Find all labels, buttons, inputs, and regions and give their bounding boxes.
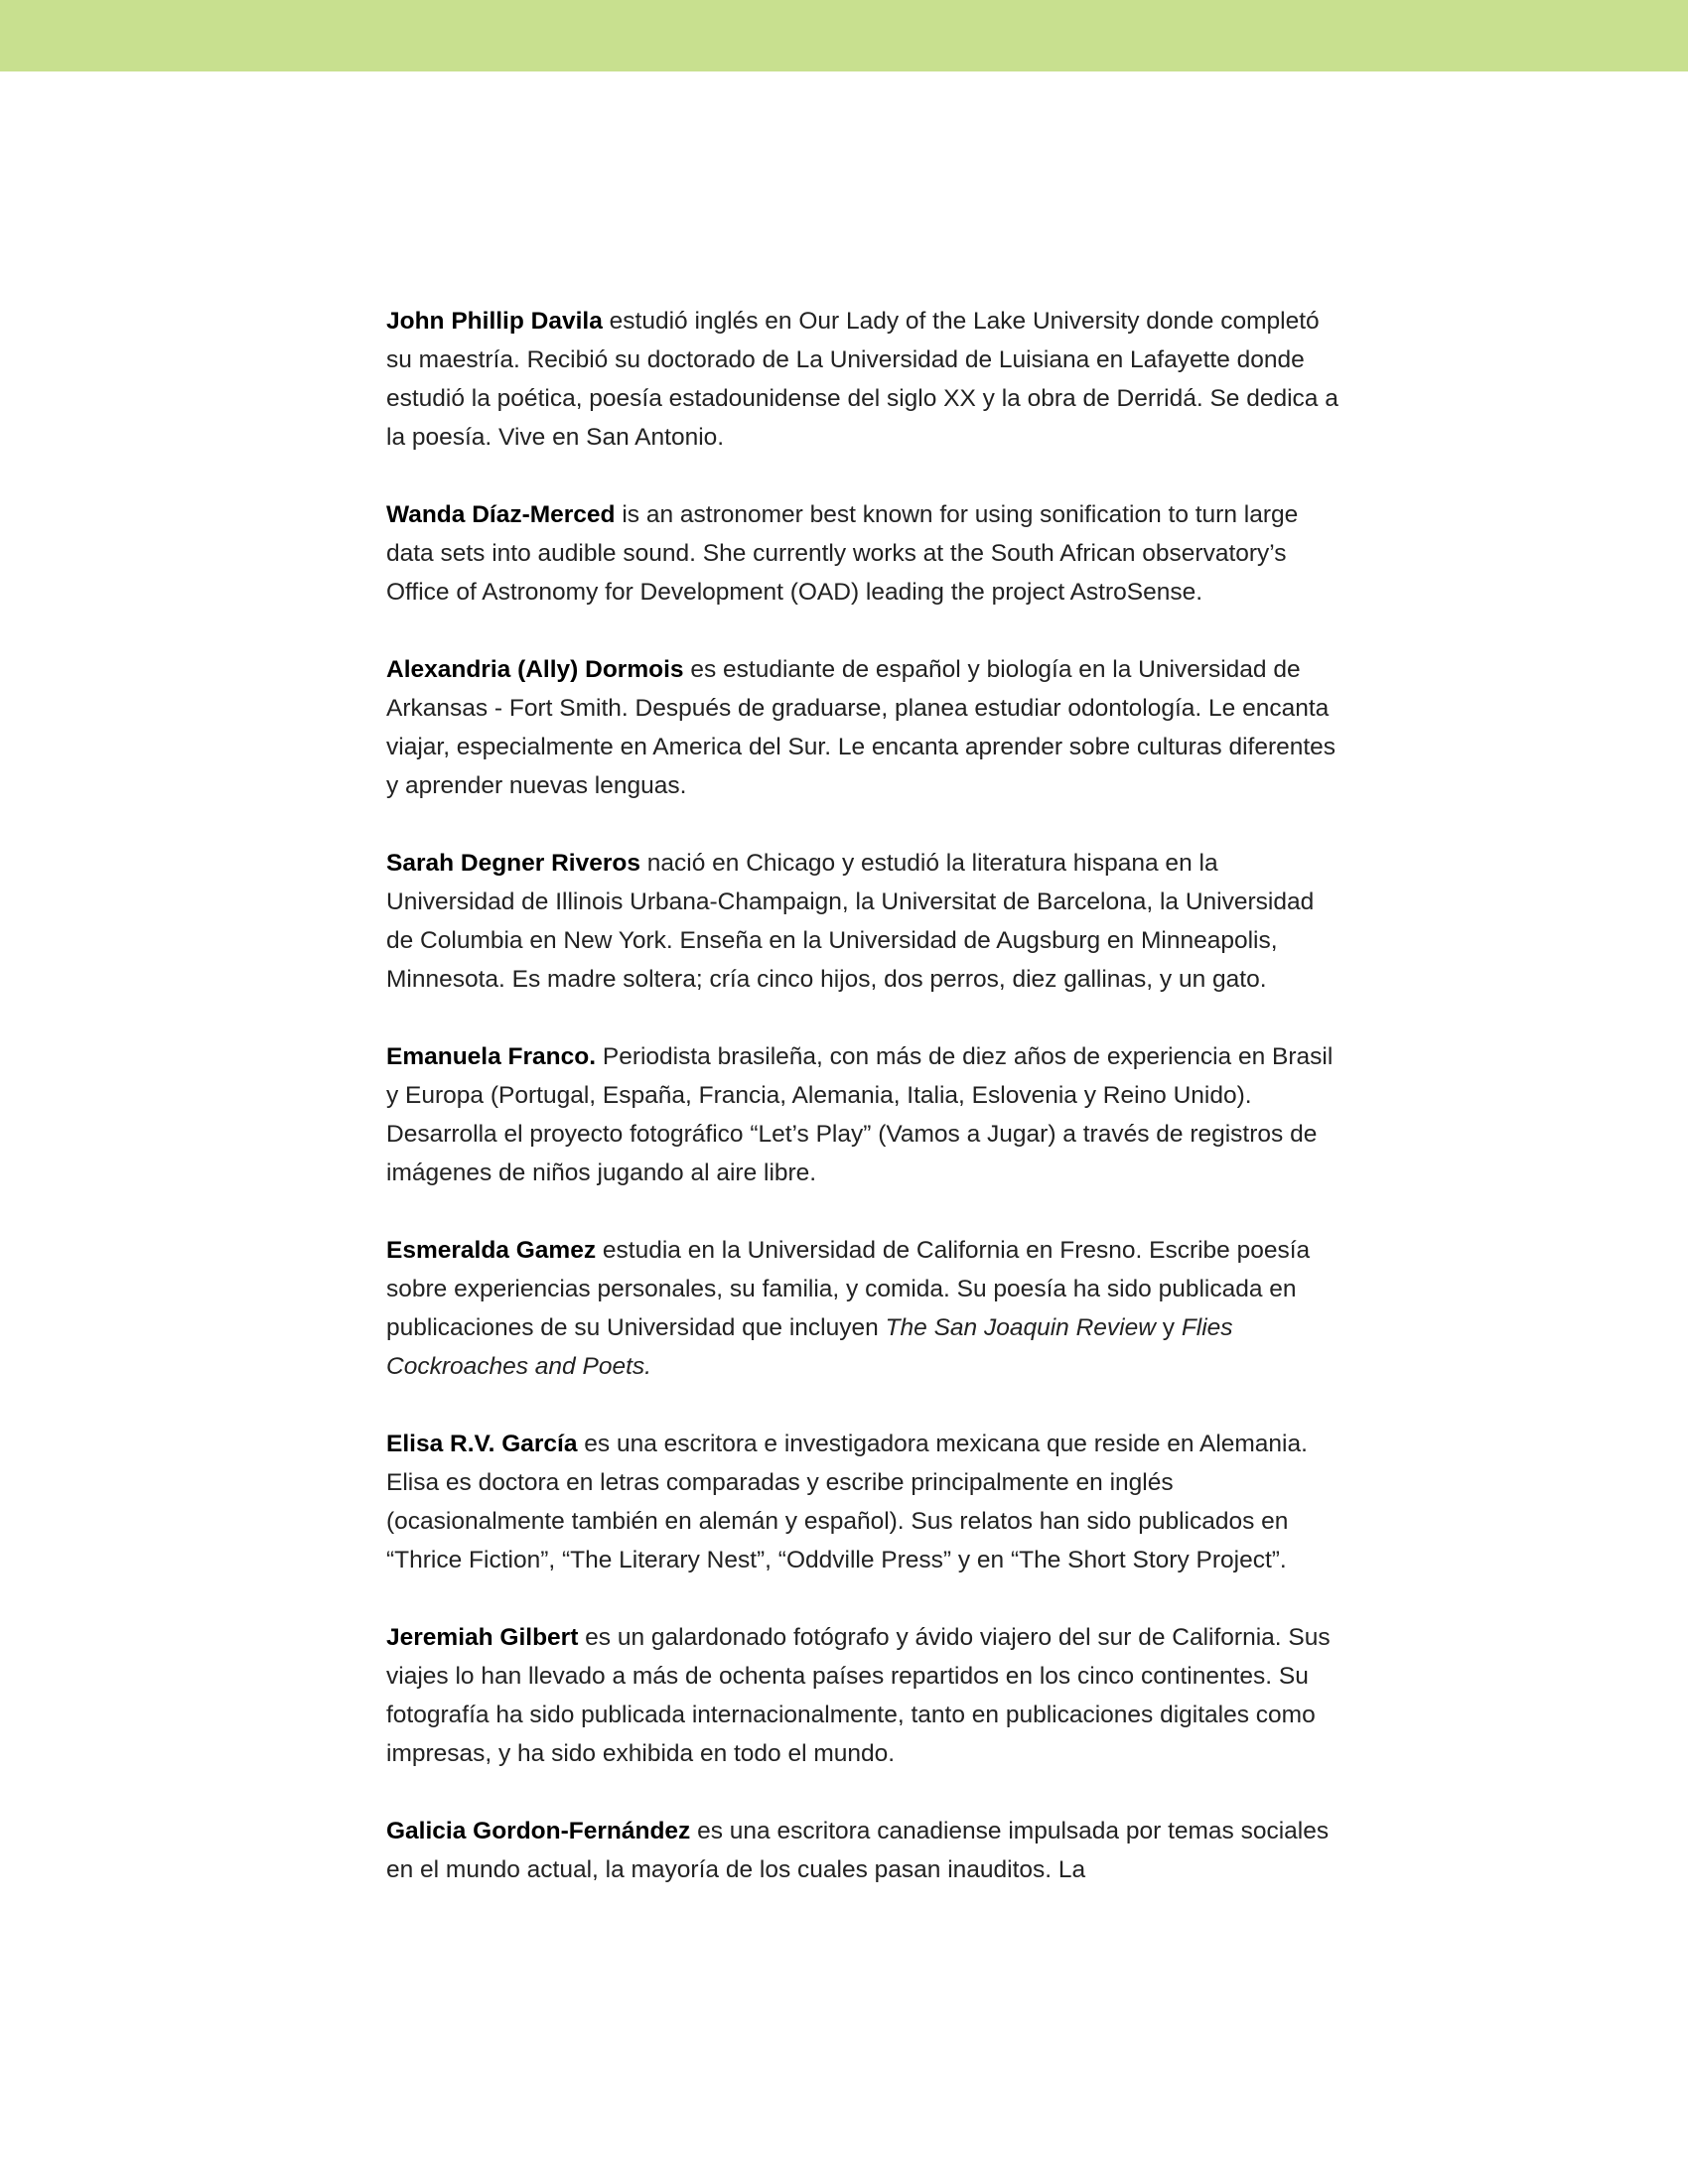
contributor-name: Wanda Díaz-Merced <box>386 501 616 528</box>
contributor-name: Emanuela Franco. <box>386 1043 597 1070</box>
bio-paragraph <box>386 1618 1339 1773</box>
bio-text: estudió inglés en Our Lady of the Lake University donde completó su maestría. Recibió su doctorado de La Universidad de Luisiana en Lafayette donde estudió la poética, poesía estadounidense del siglo XX y la obra de Derridá. Se dedica a la poesía. Vive en San Antonio. <box>386 308 1338 451</box>
contributor-name: Sarah Degner Riveros <box>386 850 640 877</box>
contributor-name: John Phillip Davila <box>386 308 603 335</box>
contributor-name: Esmeralda Gamez <box>386 1237 597 1264</box>
bio-text: es una escritora canadiense impulsada por temas sociales en el mundo actual, la mayoría de los cuales pasan inauditos. La <box>386 1818 1330 1883</box>
bio-text: nació en Chicago y estudió la literatura hispana en la Universidad de Illinois Urbana-Champaign, la Universitat de Barcelona, la Universidad de Columbia en New York. Enseña en la Universidad de Augsburg en Minneapolis, Minnesota. Es madre soltera; cría cinco hijos, dos perros, diez gallinas, y un gato. <box>386 850 1315 993</box>
bio-paragraph <box>386 1812 1339 1889</box>
bio-paragraph <box>386 1037 1339 1192</box>
publication-title: Flies Cockroaches and Poets. <box>386 1314 1233 1380</box>
contributor-name: Jeremiah Gilbert <box>386 1624 579 1651</box>
bio-paragraph <box>386 495 1339 612</box>
bio-text: is an astronomer best known for using sonification to turn large data sets into audible sound. She currently works at the South African observatory’s Office of Astronomy for Development (OAD) leading the project AstroSense. <box>386 501 1299 606</box>
bio-text: estudia en la Universidad de California en Fresno. Escribe poesía sobre experiencias personales, su familia, y comida. Su poesía ha sido publicada en publicaciones de su Universidad que incluyen <box>386 1237 1311 1341</box>
header-band <box>0 0 1688 71</box>
contributor-name: Alexandria (Ally) Dormois <box>386 656 684 683</box>
bio-paragraph <box>386 844 1339 999</box>
bio-paragraph <box>386 1425 1339 1579</box>
publication-title: The San Joaquin Review <box>885 1314 1156 1341</box>
bio-text: es un galardonado fotógrafo y ávido viajero del sur de California. Sus viajes lo han llevado a más de ochenta países repartidos en los cinco continentes. Su fotografía ha sido publicada internacionalmente, tanto en publicaciones digitales como impresas, y ha sido exhibida en todo el mundo. <box>386 1624 1331 1767</box>
bio-paragraph <box>386 302 1339 457</box>
bio-text: Periodista brasileña, con más de diez años de experiencia en Brasil y Europa (Portugal, España, Francia, Alemania, Italia, Eslovenia y Reino Unido). Desarrolla el proyecto fotográfico “Let’s Play” (Vamos a Jugar) a través de registros de imágenes de niños jugando al aire libre. <box>386 1043 1334 1186</box>
bio-text: y <box>1155 1314 1182 1341</box>
bio-text: es estudiante de español y biología en la Universidad de Arkansas - Fort Smith. Después de graduarse, planea estudiar odontología. Le encanta viajar, especialmente en America del Sur. Le encanta aprender sobre culturas diferentes y aprender nuevas lenguas. <box>386 656 1336 799</box>
bio-paragraph <box>386 1231 1339 1386</box>
bio-text: es una escritora e investigadora mexicana que reside en Alemania. Elisa es doctora en letras comparadas y escribe principalmente en inglés (ocasionalmente también en alemán y español). Sus relatos han sido publicados en “Thrice Fiction”, “The Literary Nest”, “Oddville Press” y en “The Short Story Project”. <box>386 1431 1308 1573</box>
contributor-name: Galicia Gordon-Fernández <box>386 1818 691 1844</box>
contributor-name: Elisa R.V. García <box>386 1431 578 1457</box>
contributor-bios <box>386 302 1339 1928</box>
bio-paragraph <box>386 650 1339 805</box>
